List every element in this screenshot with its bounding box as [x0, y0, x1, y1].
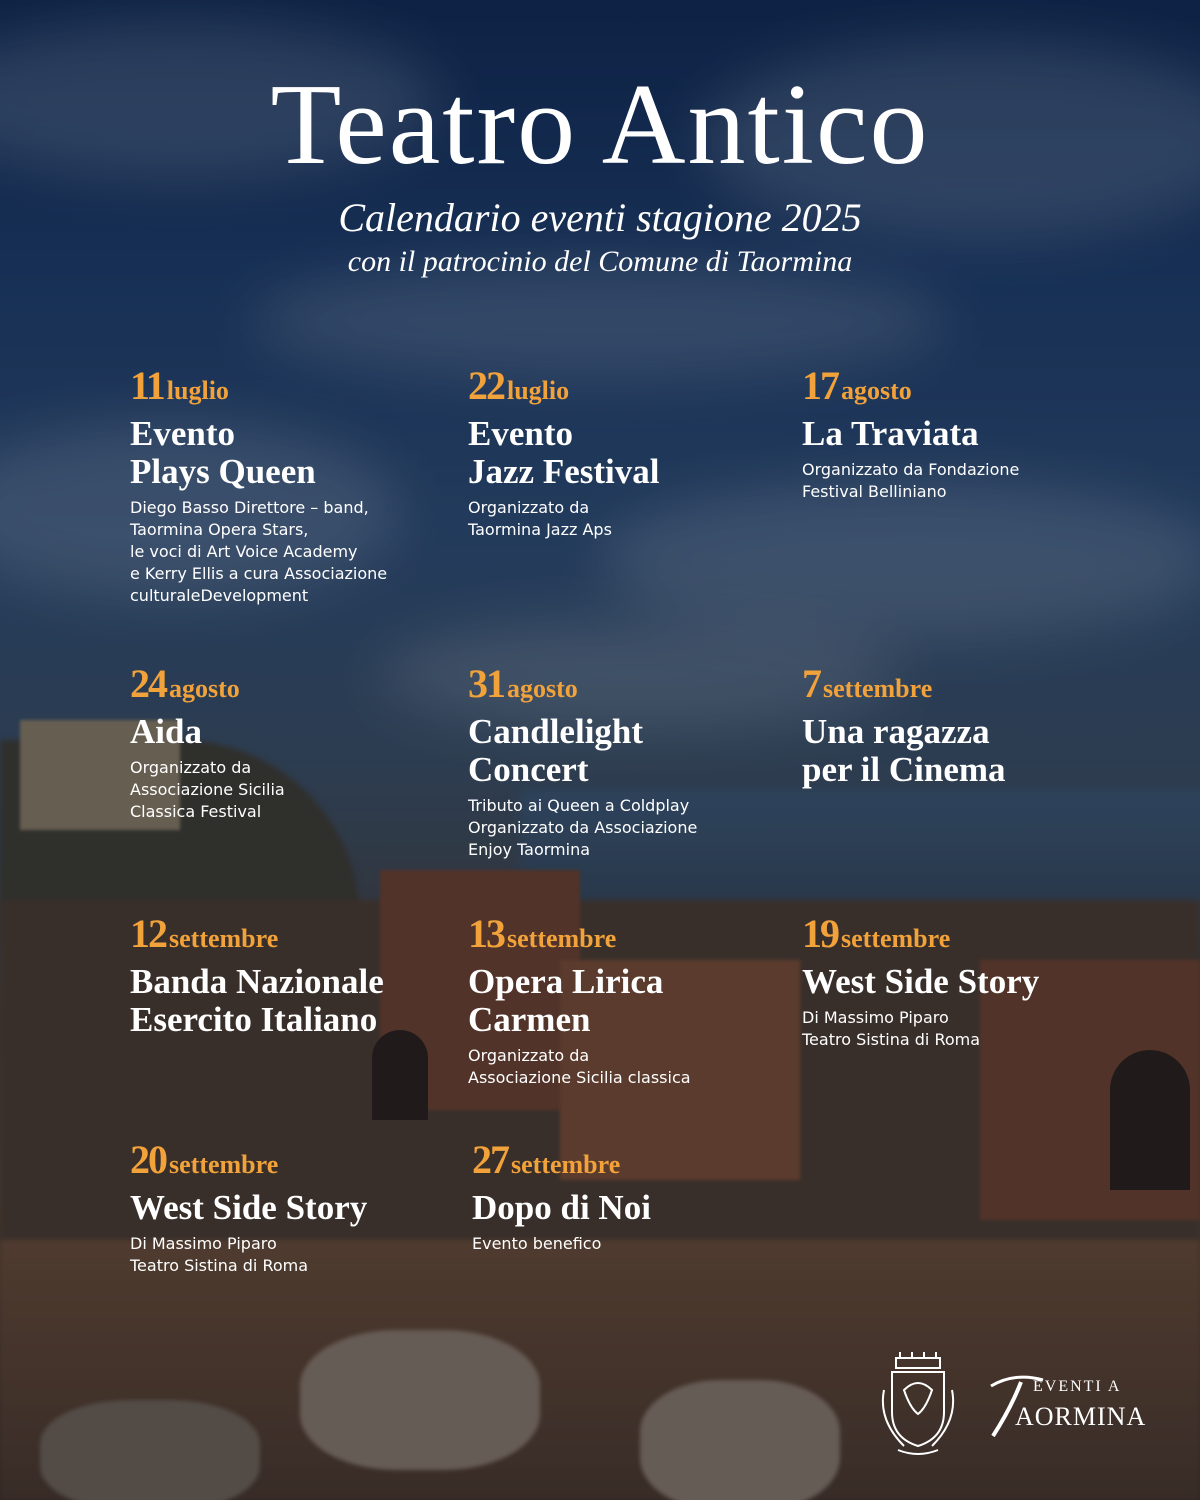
- event-month: settembre: [823, 674, 933, 703]
- event-date: [130, 661, 460, 713]
- event-title: Opera Lirica Carmen: [468, 962, 664, 1039]
- event-card: [472, 1137, 802, 1255]
- event-description: Tributo ai Queen a Coldplay Organizzato da Associazione Enjoy Taormina: [468, 796, 698, 859]
- event-description: Organizzato da Taormina Jazz Aps: [468, 498, 612, 539]
- event-month: agosto: [507, 674, 578, 703]
- brand-top-text: EVENTI A: [1033, 1378, 1122, 1395]
- event-month: settembre: [507, 924, 617, 953]
- event-description: Di Massimo Piparo Teatro Sistina di Roma: [130, 1234, 309, 1275]
- event-description: Organizzato da Associazione Sicilia classica: [468, 1046, 691, 1087]
- event-title: Candlelight Concert: [468, 712, 644, 789]
- taormina-crest-icon: [878, 1350, 958, 1458]
- event-date: [802, 911, 1132, 963]
- event-date: [130, 911, 460, 963]
- event-date: [130, 1137, 460, 1189]
- event-month: settembre: [169, 1150, 279, 1179]
- event-day: 31: [468, 661, 504, 706]
- eventi-a-taormina-logo: [985, 1372, 1160, 1440]
- event-title: Evento Plays Queen: [130, 414, 316, 491]
- event-title: Aida: [130, 712, 202, 751]
- event-date: [130, 363, 460, 415]
- header: [0, 60, 1200, 282]
- event-title: Una ragazza per il Cinema: [802, 712, 1006, 789]
- event-date: [472, 1137, 802, 1189]
- patronage-note: con il patrocinio del Comune di Taormina: [347, 245, 853, 278]
- event-description: Di Massimo Piparo Teatro Sistina di Roma: [802, 1008, 981, 1049]
- event-date: [468, 661, 798, 713]
- event-month: settembre: [169, 924, 279, 953]
- event-card: [130, 1137, 460, 1277]
- event-date: [802, 363, 1132, 415]
- event-title: West Side Story: [802, 962, 1040, 1001]
- page-title: Teatro Antico: [270, 61, 930, 189]
- event-day: 13: [468, 911, 504, 956]
- event-card: [130, 661, 460, 823]
- event-day: 17: [802, 363, 838, 408]
- event-date: [468, 911, 798, 963]
- event-month: agosto: [169, 674, 240, 703]
- event-title: La Traviata: [802, 414, 979, 453]
- event-title: Evento Jazz Festival: [468, 414, 660, 491]
- event-day: 22: [468, 363, 504, 408]
- event-description: Evento benefico: [472, 1234, 602, 1253]
- event-card: [802, 911, 1132, 1051]
- event-day: 20: [130, 1137, 166, 1182]
- event-day: 19: [802, 911, 838, 956]
- event-card: [802, 661, 1132, 795]
- event-description: Diego Basso Direttore – band, Taormina Opera Stars, le voci di Art Voice Academy e Kerry Ellis a cura Associazione culturaleDevelopment: [130, 498, 388, 605]
- event-description: Organizzato da Fondazione Festival Belliniano: [802, 460, 1020, 501]
- event-month: settembre: [511, 1150, 621, 1179]
- event-month: luglio: [507, 376, 570, 405]
- event-card: [802, 363, 1132, 503]
- event-card: [130, 911, 460, 1045]
- event-day: 11: [130, 363, 164, 408]
- event-month: settembre: [841, 924, 951, 953]
- event-day: 12: [130, 911, 166, 956]
- event-card: [468, 911, 798, 1089]
- page-subtitle: Calendario eventi stagione 2025: [338, 195, 862, 240]
- event-day: 7: [802, 661, 820, 706]
- event-month: luglio: [166, 376, 229, 405]
- event-title: Banda Nazionale Esercito Italiano: [130, 962, 384, 1039]
- event-month: agosto: [841, 376, 912, 405]
- event-day: 24: [130, 661, 166, 706]
- brand-bottom-text: AORMINA: [1015, 1402, 1147, 1431]
- event-date: [468, 363, 798, 415]
- event-card: [468, 363, 798, 541]
- event-title: Dopo di Noi: [472, 1188, 651, 1227]
- event-date: [802, 661, 1132, 713]
- event-card: [130, 363, 460, 607]
- event-title: West Side Story: [130, 1188, 368, 1227]
- event-day: 27: [472, 1137, 508, 1182]
- event-description: Organizzato da Associazione Sicilia Classica Festival: [130, 758, 285, 821]
- event-card: [468, 661, 798, 861]
